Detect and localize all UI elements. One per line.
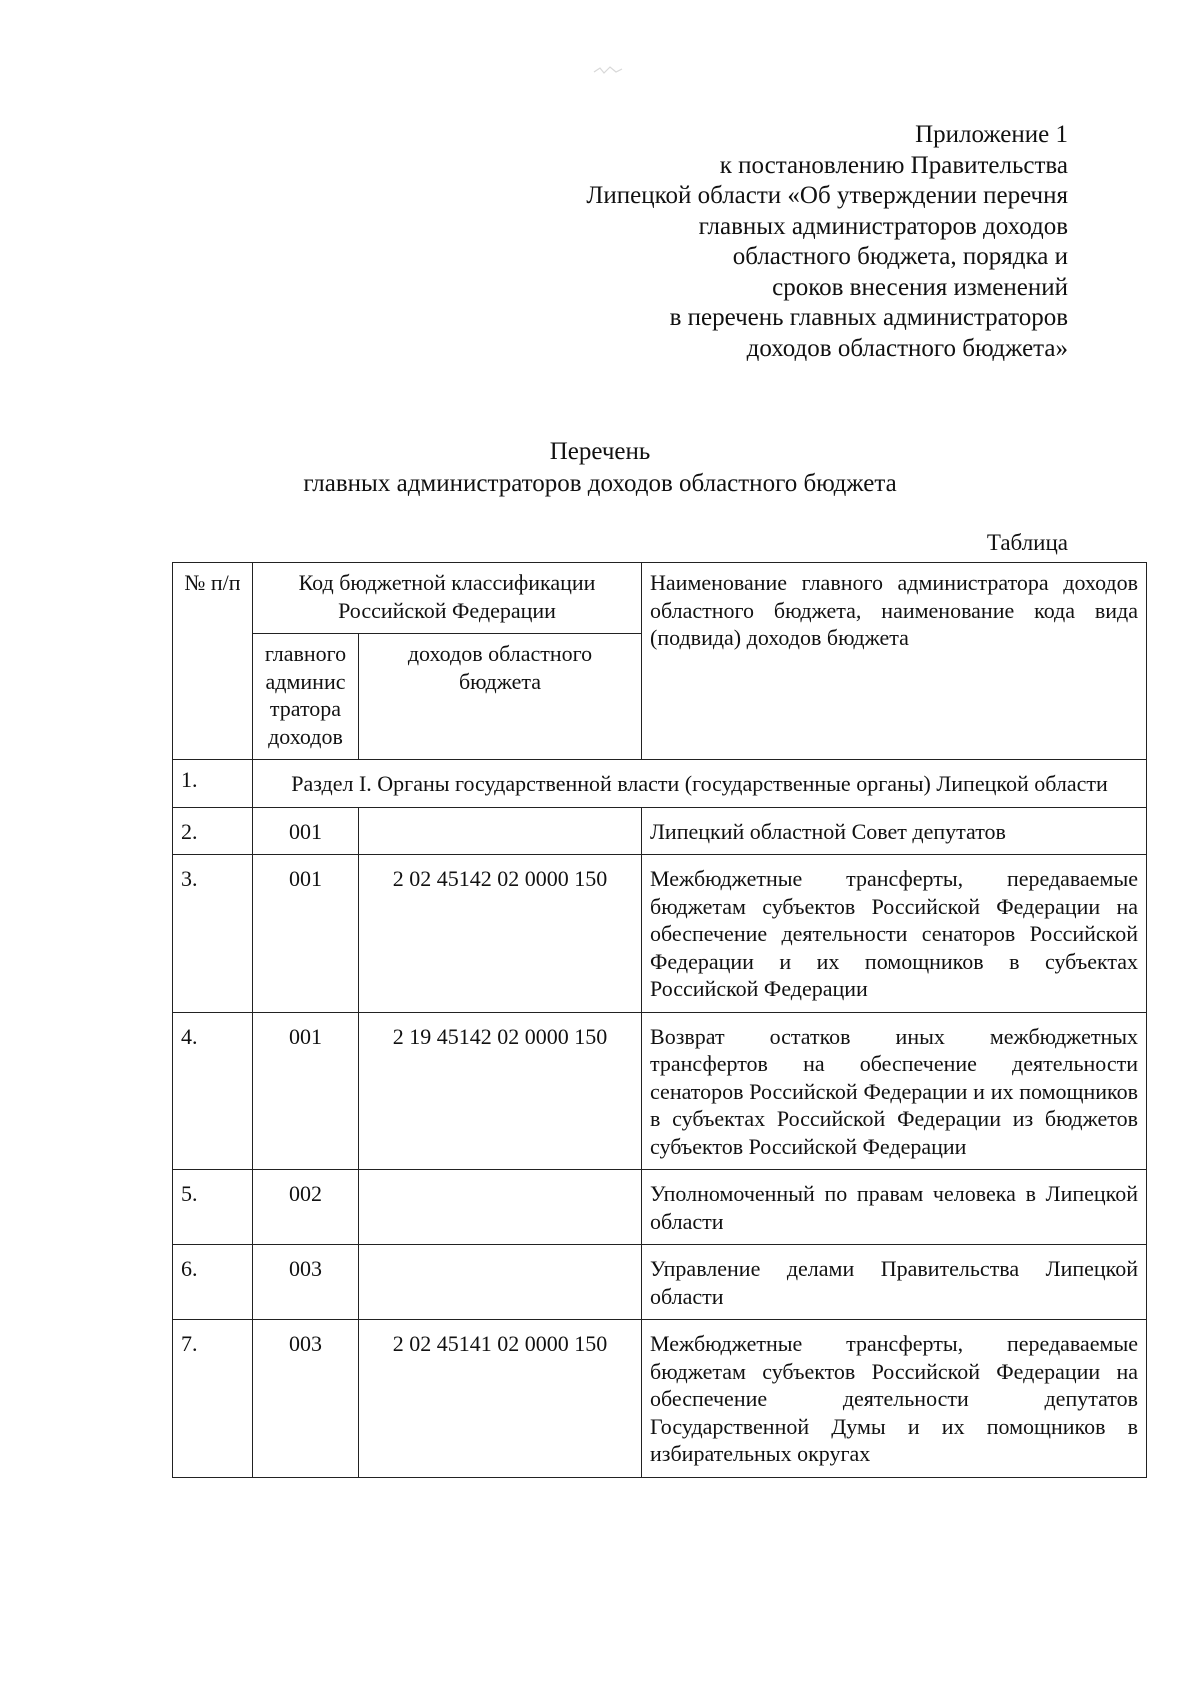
row-num: 7.	[173, 1320, 253, 1478]
header-code-group: Код бюджетной классификации Российской Федерации	[253, 563, 642, 634]
row-name: Межбюджетные трансферты, передаваемые бюджетам субъектов Российской Федерации на обеспечение деятельности сенаторов Российской Федерации и их помощников в субъектах Российской Федерации	[642, 855, 1147, 1013]
row-num: 2.	[173, 807, 253, 855]
row-admin-code: 001	[253, 1012, 359, 1170]
administrators-table	[172, 562, 1147, 1478]
appendix-line: Приложение 1	[915, 121, 1068, 148]
row-revenue-code: 2 02 45141 02 0000 150	[359, 1320, 642, 1478]
document-title	[300, 436, 900, 500]
row-name: Уполномоченный по правам человека в Липецкой области	[642, 1170, 1147, 1245]
row-num: 5.	[173, 1170, 253, 1245]
appendix-line: доходов областного бюджета»	[746, 334, 1068, 362]
row-name: Управление делами Правительства Липецкой области	[642, 1245, 1147, 1320]
row-name: Липецкий областной Совет депутатов	[642, 807, 1147, 855]
row-revenue-code: 2 19 45142 02 0000 150	[359, 1012, 642, 1170]
row-revenue-code	[359, 1170, 642, 1245]
title-line-1: Перечень	[549, 438, 651, 465]
header-revenue-code: доходов областного бюджета	[359, 634, 642, 760]
section-title: Раздел I. Органы государственной власти (государственные органы) Липецкой области	[253, 760, 1147, 808]
header-name: Наименование главного администратора доходов областного бюджета, наименование кода вида (подвида) доходов бюджета	[642, 563, 1147, 760]
table-row	[173, 1012, 1147, 1170]
section-row	[173, 760, 1147, 808]
row-revenue-code	[359, 807, 642, 855]
table-row	[173, 1245, 1147, 1320]
scan-smudge	[590, 60, 630, 80]
row-name: Межбюджетные трансферты, передаваемые бюджетам субъектов Российской Федерации на обеспечение деятельности депутатов Государственной Думы и их помощников в избирательных округах	[642, 1320, 1147, 1478]
table-label: Таблица	[986, 530, 1068, 555]
row-admin-code: 003	[253, 1245, 359, 1320]
row-num: 6.	[173, 1245, 253, 1320]
appendix-line: главных администраторов доходов	[698, 212, 1068, 240]
header-num: № п/п	[173, 563, 253, 760]
row-revenue-code: 2 02 45142 02 0000 150	[359, 855, 642, 1013]
appendix-header	[508, 120, 1068, 364]
row-num: 3.	[173, 855, 253, 1013]
row-admin-code: 001	[253, 807, 359, 855]
row-revenue-code	[359, 1245, 642, 1320]
table-row	[173, 1170, 1147, 1245]
appendix-line: к постановлению Правительства	[719, 151, 1068, 179]
row-admin-code: 001	[253, 855, 359, 1013]
header-admin-code: главного админис тратора доходов	[253, 634, 359, 760]
appendix-line: в перечень главных администраторов	[669, 304, 1068, 331]
appendix-line: Липецкой области «Об утверждении перечня	[586, 182, 1068, 209]
section-num: 1.	[173, 760, 253, 808]
appendix-line: областного бюджета, порядка и	[732, 243, 1068, 270]
row-name: Возврат остатков иных межбюджетных трансфертов на обеспечение деятельности сенаторов Российской Федерации и их помощников в субъектах Российской Федерации из бюджетов субъектов Российской Федерации	[642, 1012, 1147, 1170]
table-row	[173, 807, 1147, 855]
table-row	[173, 855, 1147, 1013]
header-row	[173, 563, 1147, 634]
row-num: 4.	[173, 1012, 253, 1170]
row-admin-code: 003	[253, 1320, 359, 1478]
title-line-2: главных администраторов доходов областного бюджета	[303, 470, 897, 497]
table-row	[173, 1320, 1147, 1478]
row-admin-code: 002	[253, 1170, 359, 1245]
appendix-line: сроков внесения изменений	[772, 273, 1068, 301]
